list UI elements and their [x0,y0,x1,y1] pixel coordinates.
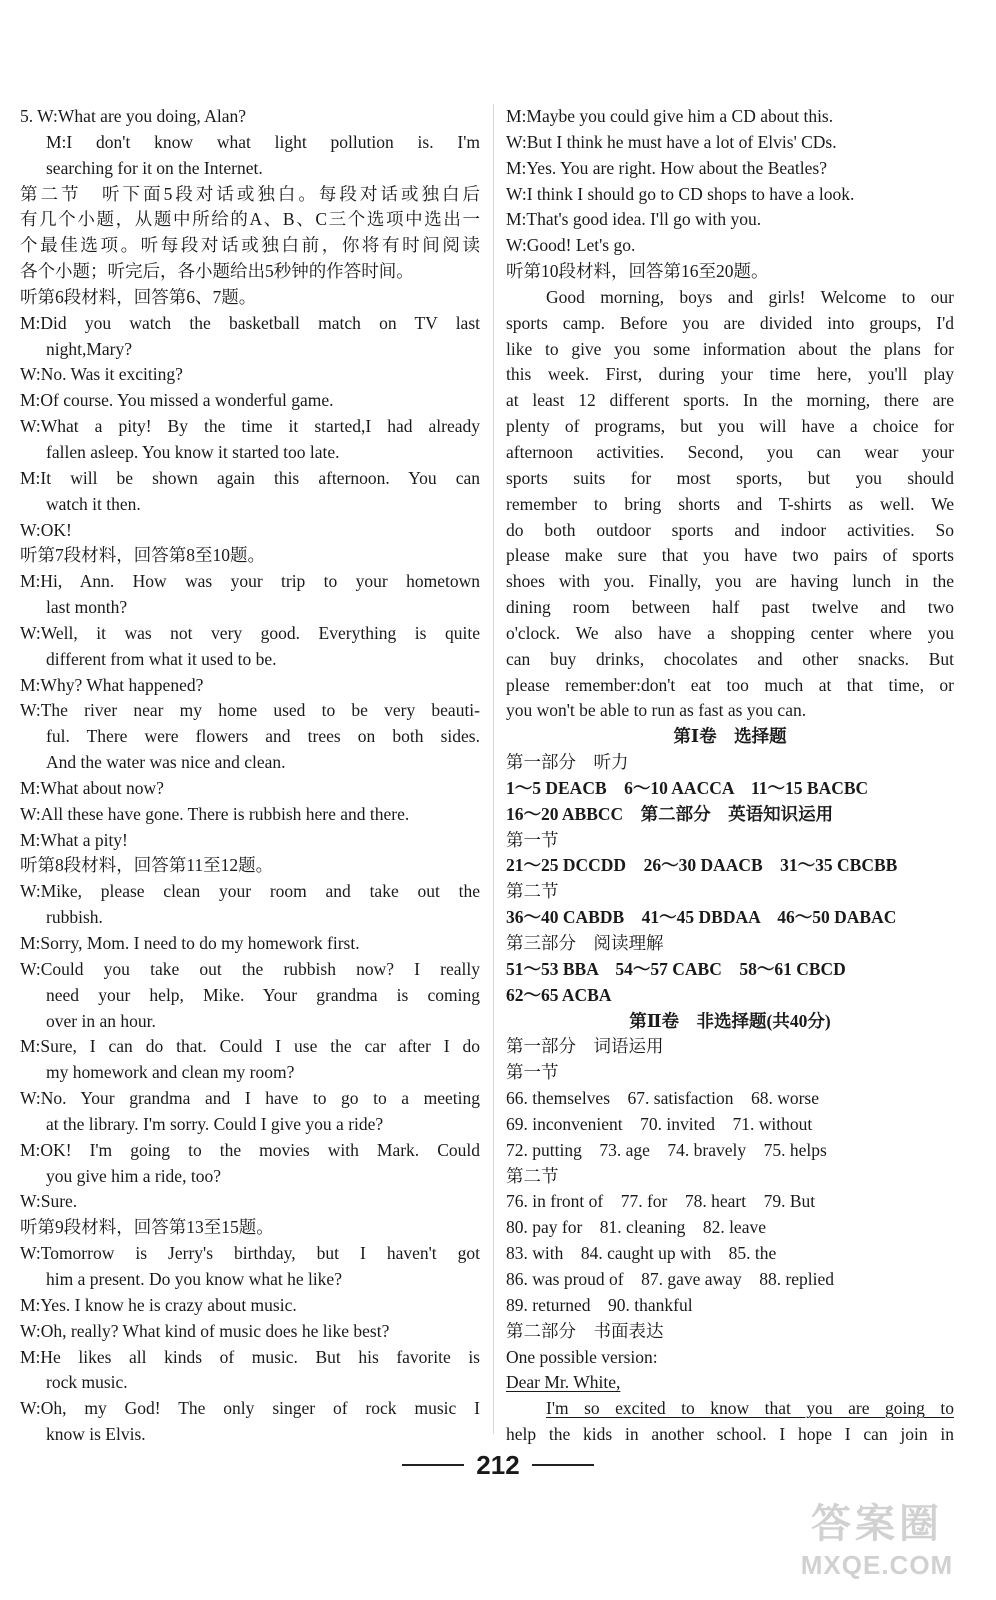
text-line: One possible version: [506,1346,658,1367]
text-line: last month? [46,597,128,618]
text-line: M:Sorry, Mom. I need to do my homework first. [20,933,360,953]
text-line: ful. There were flowers and trees on both sides. [46,726,480,747]
text-line: 第二部分 书面表达 [506,1320,664,1341]
text-line: 76. in front of 77. for 78. heart 79. But [506,1191,816,1212]
text-line: rubbish. [46,907,103,928]
text-line: you give him a ride, too? [46,1165,221,1186]
text-line: M:Of course. You missed a wonderful game. [20,390,334,411]
text-line: at the library. I'm sorry. Could I give you a ride? [46,1113,384,1134]
text-line: W:Oh, really? What kind of music does he like best? [20,1320,390,1341]
text-line: him a present. Do you know what he like? [46,1268,342,1289]
watermark-logo-text: 答案圈 [811,1502,943,1546]
footer-rule-left [402,1464,464,1466]
text-line: 1～5 DEACB 6～10 AACCA 11～15 BACBC [506,777,869,798]
text-line: W:The river near my home used to be very beauti- [20,700,480,721]
text-line: 第二节 听下面5段对话或独白。每段对话或独白后 [20,183,480,204]
text-line: W:Good! Let's go. [506,235,636,256]
text-line: 第Ⅱ卷 非选择题(共40分) [629,1010,831,1031]
text-line: need your help, Mike. Your grandma is coming [46,984,480,1005]
text-line: 16～20 ABBCC 第二部分 英语知识运用 [506,803,834,824]
page-footer [0,1445,996,1485]
text-line: 个最佳选项。听每段对话或独白前，你将有时间阅读 [20,235,480,256]
text-line: W:Well, it was not very good. Everything is quite [20,622,480,643]
text-line: M:What a pity! [20,829,128,850]
text-line: 69. inconvenient 70. invited 71. without [506,1113,813,1134]
text-line: 第一部分 词语运用 [506,1036,664,1057]
text-line: this week. First, during your time here, you'll play [506,364,954,385]
text-line: 各个小题；听完后，各小题给出5秒钟的作答时间。 [20,261,414,282]
text-line: 第一节 [506,1062,559,1083]
page-number: 212 [476,1449,520,1480]
text-line: M:Did you watch the basketball match on TV last [20,312,480,333]
text-line: M:Hi, Ann. How was your trip to your hometown [20,571,480,592]
text-line: sports camp. Before you are divided into groups, I'd [506,312,954,333]
text-line: sports suits for most sports, but you should [506,467,954,488]
text-line: please make sure that you have two pairs of sports [506,545,954,566]
text-line: 51～53 BBA 54～57 CABC 58～61 CBCD [506,958,846,979]
text-line: 第三部分 阅读理解 [506,933,664,953]
text-line: 89. returned 90. thankful [506,1294,693,1315]
text-line: 听第6段材料，回答第6、7题。 [20,286,257,307]
text-line: over in an hour. [46,1010,156,1031]
text-line: W:I think I should go to CD shops to have a look. [506,183,855,204]
text-line: do both outdoor sports and indoor activities. So [506,519,954,540]
watermark [772,1500,982,1592]
text-line: 听第7段材料，回答第8至10题。 [20,545,265,566]
text-line: I'm so excited to know that you are going to [546,1398,954,1419]
text-line: afternoon activities. Second, you can wear your [506,441,954,462]
text-line: 第一节 [506,829,559,850]
text-line: different from what it used to be. [46,648,277,669]
text-line: M:Yes. You are right. How about the Beatles? [506,157,827,178]
text-line: 第二节 [506,1165,559,1186]
text-line: 66. themselves 67. satisfaction 68. worse [506,1088,820,1109]
text-line: night,Mary? [46,338,133,359]
text-line: plenty of programs, but you will have a choice for [506,416,954,437]
text-line: my homework and clean my room? [46,1062,295,1083]
text-line: searching for it on the Internet. [46,157,263,178]
text-line: know is Elvis. [46,1424,146,1445]
text-line: W:What a pity! By the time it started,I had already [20,416,480,437]
text-line: fallen asleep. You know it started too late. [46,441,340,462]
text-line: 听第8段材料，回答第11至12题。 [20,855,274,876]
text-line: watch it then. [46,493,141,514]
text-line: help the kids in another school. I hope I can join in [506,1424,954,1445]
text-line: rock music. [46,1372,128,1393]
text-line: And the water was nice and clean. [46,752,286,773]
text-line: W:Oh, my God! The only singer of rock music I [20,1398,480,1419]
text-line: M:I don't know what light pollution is. I'm [46,131,480,152]
text-line: 80. pay for 81. cleaning 82. leave [506,1217,766,1238]
text-line: like to give you some information about the plans for [506,338,954,359]
text-line: 36～40 CABDB 41～45 DBDAA 46～50 DABAC [506,907,897,928]
text-line: M:Maybe you could give him a CD about this. [506,106,834,126]
text-line: M:What about now? [20,777,164,798]
text-line: 有几个小题，从题中所给的A、B、C三个选项中选出一 [20,209,480,230]
text-line: M:It will be shown again this afternoon. You can [20,467,480,488]
text-line: W:All these have gone. There is rubbish here and there. [20,803,410,824]
left-column [20,104,480,1448]
text-line: 听第9段材料，回答第13至15题。 [20,1217,274,1238]
text-line: remember to bring shorts and T-shirts as well. We [506,493,954,514]
text-line: M:Yes. I know he is crazy about music. [20,1294,297,1315]
text-line: 62～65 ACBA [506,984,612,1005]
text-line: dining room between half past twelve and two [506,597,954,618]
text-line: o'clock. We also have a shopping center where you [506,622,954,643]
text-line: you won't be able to run as fast as you can. [506,700,807,721]
text-line: 听第10段材料，回答第16至20题。 [506,261,769,282]
text-line: M:He likes all kinds of music. But his favorite is [20,1346,480,1367]
text-line: M:Why? What happened? [20,674,204,695]
right-column [506,104,954,1448]
text-line: W:OK! [20,519,72,540]
text-line: 83. with 84. caught up with 85. the [506,1243,777,1264]
text-line: 72. putting 73. age 74. bravely 75. helps [506,1139,827,1160]
text-line: W:No. Your grandma and I have to go to a meeting [20,1088,480,1109]
text-line: Dear Mr. White, [506,1372,621,1393]
text-line: shoes with you. Finally, you are having lunch in the [506,571,954,592]
text-line: W:But I think he must have a lot of Elvis' CDs. [506,131,837,152]
text-line: please remember:don't eat too much at that time, or [506,674,954,695]
text-line: Good morning, boys and girls! Welcome to our [546,286,954,307]
column-divider [493,104,494,1434]
watermark-site-text: MXQE.COM [800,1550,954,1580]
text-line: 21～25 DCCDD 26～30 DAACB 31～35 CBCBB [506,855,898,876]
footer-rule-right [532,1464,594,1466]
text-line: 第一部分 听力 [506,752,629,773]
text-line: M:That's good idea. I'll go with you. [506,209,762,230]
text-line: 第Ⅰ卷 选择题 [673,726,787,747]
text-line: at least 12 different sports. In the morning, there are [506,390,954,411]
text-line: W:Sure. [20,1191,78,1212]
text-line: W:No. Was it exciting? [20,364,183,385]
text-line: 第二节 [506,881,559,902]
text-line: 86. was proud of 87. gave away 88. replied [506,1268,835,1289]
text-line: 5. W:What are you doing, Alan? [20,106,246,126]
text-line: W:Could you take out the rubbish now? I really [20,958,480,979]
text-line: M:OK! I'm going to the movies with Mark. Could [20,1139,480,1160]
text-line: can buy drinks, chocolates and other snacks. But [506,648,954,669]
text-line: M:Sure, I can do that. Could I use the car after I do [20,1036,480,1057]
text-line: W:Mike, please clean your room and take out the [20,881,480,902]
text-line: W:Tomorrow is Jerry's birthday, but I haven't got [20,1243,480,1264]
